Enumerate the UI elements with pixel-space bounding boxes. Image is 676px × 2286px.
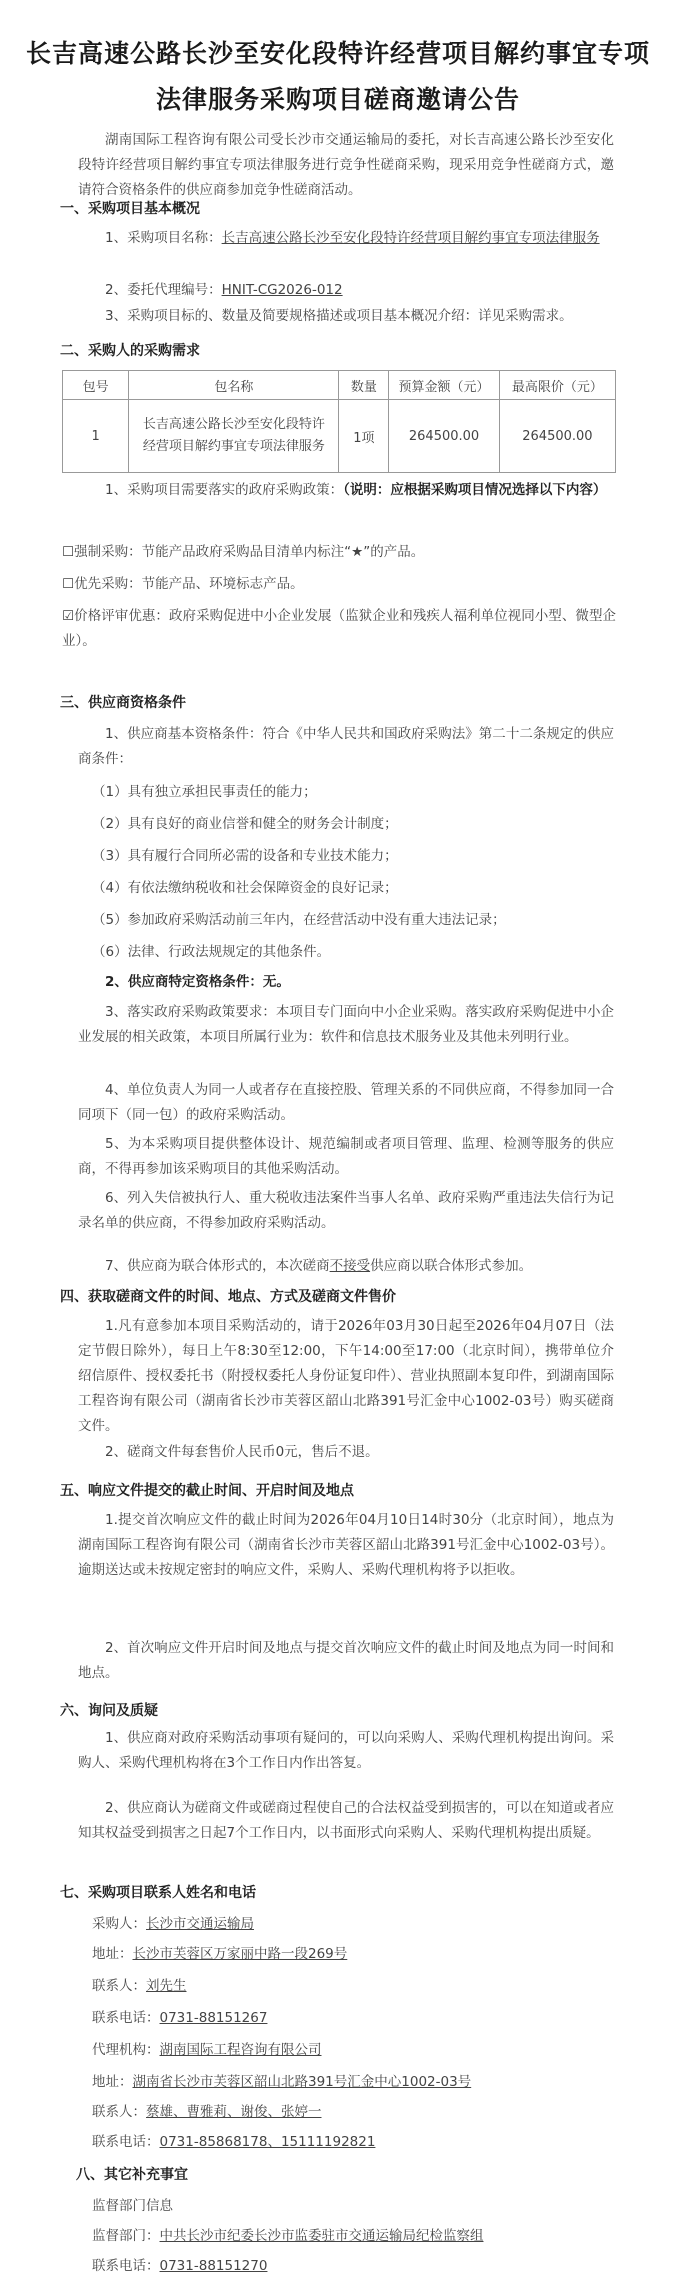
budget-cell: 264500.00 (389, 400, 500, 473)
agent-address-value: 湖南省长沙市芙蓉区韶山北路391号汇金中心1002-03号 (132, 2074, 472, 2090)
agent-label: 代理机构： (92, 2042, 160, 2058)
table-header-cell: 包号 (63, 371, 129, 400)
qualification-item: （4）有依法缴纳税收和社会保障资金的良好记录； (92, 880, 398, 896)
buyer-phone-line (92, 2006, 646, 2031)
section2-heading: 二、采购人的采购需求 (60, 343, 200, 359)
policy-item-priority: ☐优先采购：节能产品、环境标志产品。 (62, 576, 304, 592)
table-header-cell: 最高限价（元） (499, 371, 615, 400)
agent-address-label: 地址： (92, 2074, 133, 2090)
max-price-cell: 264500.00 (499, 400, 615, 473)
buyer-contact-line (92, 1974, 646, 1999)
agent-phone-label: 联系电话： (92, 2134, 160, 2150)
project-name-value: 长吉高速公路长沙至安化段特许经营项目解约事宜专项法律服务 (221, 230, 600, 246)
obtain-documents-paragraph: 1.凡有意参加本项目采购活动的，请于2026年03月30日起至2026年04月07日（法定节假日除外），每日上午8:30至12:00，下午14:00至17:00（北京时间），携带单位介绍信原件、授权委托书（附授权委托人身份证复印件）、营业执照副本复印件，到湖南国际工程咨询有限公司（湖南省长沙市芙蓉区韶山北路391号汇金中心1002-03号）购买磋商文件。 (78, 1318, 614, 1434)
section3-heading: 三、供应商资格条件 (60, 695, 186, 711)
document-price-line: 2、磋商文件每套售价人民币0元，售后不退。 (105, 1444, 379, 1460)
buyer-contact-label: 联系人： (92, 1978, 146, 1994)
agent-phone-value: 0731-85868178、15111192821 (159, 2134, 376, 2150)
dishonest-list-paragraph: 6、列入失信被执行人、重大税收违法案件当事人名单、政府采购严重违法失信行为记录名单的供应商，不得参加政府采购活动。 (78, 1190, 614, 1231)
buyer-label: 采购人： (92, 1916, 146, 1932)
qualification-item: （1）具有独立承担民事责任的能力； (92, 784, 317, 800)
agent-line (92, 2038, 646, 2063)
supervision-dept-label: 监督部门： (92, 2228, 160, 2244)
policy-requirement-paragraph: 3、落实政府采购政策要求：本项目专门面向中小企业采购。落实政府采购促进中小企业发展的相关政策，本项目所属行业为：软件和信息技术服务业及其他未列明行业。 (78, 1004, 614, 1045)
agent-address-line (92, 2070, 646, 2095)
buyer-address-line (92, 1942, 646, 1967)
project-name-label: 1、采购项目名称： (105, 230, 222, 246)
opening-paragraph: 2、首次响应文件开启时间及地点与提交首次响应文件的截止时间及地点为同一时间和地点。 (78, 1640, 614, 1681)
supervision-phone-value: 0731-88151270 (159, 2258, 268, 2274)
qualification-item: （5）参加政府采购活动前三年内，在经营活动中没有重大违法记录； (92, 912, 506, 928)
policy-note: （说明：应根据采购项目情况选择以下内容） (343, 482, 607, 498)
consortium-pre: 7、供应商为联合体形式的，本次磋商 (105, 1258, 330, 1274)
announcement-title-line1: 长吉高速公路长沙至安化段特许经营项目解约事宜专项 (25, 39, 650, 68)
package-name-cell: 长吉高速公路长沙至安化段特许经营项目解约事宜专项法律服务 (129, 400, 339, 473)
table-row (63, 400, 616, 473)
agency-code-value: HNIT-CG2026-012 (221, 282, 343, 298)
special-qualification: 2、供应商特定资格条件：无。 (105, 974, 290, 990)
table-header-cell: 数量 (339, 371, 389, 400)
controlling-relation-paragraph: 4、单位负责人为同一人或者存在直接控股、管理关系的不同供应商，不得参加同一合同项下（同一包）的政府采购活动。 (78, 1082, 614, 1123)
basic-qualification: 1、供应商基本资格条件：符合《中华人民共和国政府采购法》第二十二条规定的供应商条件： (78, 726, 614, 767)
policy-intro-label: 1、采购项目需要落实的政府采购政策： (105, 482, 344, 498)
consortium-value: 不接受 (329, 1258, 371, 1274)
section5-heading: 五、响应文件提交的截止时间、开启时间及地点 (60, 1483, 354, 1499)
announcement-title-line2: 法律服务采购项目磋商邀请公告 (155, 85, 520, 114)
buyer-address-label: 地址： (92, 1946, 133, 1962)
requirement-table (62, 370, 616, 473)
agent-contact-line (92, 2100, 646, 2125)
supervision-subheading: 监督部门信息 (92, 2198, 173, 2214)
table-header-cell: 包名称 (129, 371, 339, 400)
section7-heading: 七、采购项目联系人姓名和电话 (60, 1885, 256, 1901)
agency-code-line (78, 278, 632, 303)
buyer-phone-label: 联系电话： (92, 2010, 160, 2026)
agent-contact-label: 联系人： (92, 2104, 146, 2120)
consortium-post: 供应商以联合体形式参加。 (370, 1258, 533, 1274)
qualification-item: （2）具有良好的商业信誉和健全的财务会计制度； (92, 816, 398, 832)
agent-phone-line (92, 2130, 646, 2155)
scope-line: 3、采购项目标的、数量及简要规格描述或项目基本概况介绍：详见采购需求。 (105, 308, 573, 324)
consortium-line (78, 1254, 632, 1279)
table-header-cell: 预算金额（元） (389, 371, 500, 400)
deadline-paragraph: 1.提交首次响应文件的截止时间为2026年04月10日14时30分（北京时间），地点为湖南国际工程咨询有限公司（湖南省长沙市芙蓉区韶山北路391号汇金中心1002-03号）。逾期送达或未按规定密封的响应文件，采购人、采购代理机构将予以拒收。 (78, 1512, 614, 1578)
section1-heading: 一、采购项目基本概况 (60, 201, 200, 217)
supervision-phone-line (92, 2254, 646, 2279)
buyer-line (92, 1912, 646, 1937)
section4-heading: 四、获取磋商文件的时间、地点、方式及磋商文件售价 (60, 1289, 396, 1305)
table-header-row (63, 371, 616, 400)
section8-heading: 八、其它补充事宜 (76, 2167, 188, 2183)
buyer-phone-value: 0731-88151267 (159, 2010, 268, 2026)
supervision-dept-line (92, 2224, 646, 2249)
buyer-value: 长沙市交通运输局 (146, 1916, 254, 1932)
policy-item-price-preference: ☑价格评审优惠：政府采购促进中小企业发展（监狱企业和残疾人福利单位视同小型、微型企业）。 (62, 608, 616, 649)
section6-heading: 六、询问及质疑 (60, 1703, 158, 1719)
policy-intro (78, 478, 614, 503)
quantity-cell: 1项 (339, 400, 389, 473)
agency-code-label: 2、委托代理编号： (105, 282, 222, 298)
design-service-paragraph: 5、为本采购项目提供整体设计、规范编制或者项目管理、监理、检测等服务的供应商，不得再参加该采购项目的其他采购活动。 (78, 1136, 614, 1177)
supervision-dept-value: 中共长沙市纪委长沙市监委驻市交通运输局纪检监察组 (159, 2228, 484, 2244)
inquiry-paragraph: 1、供应商对政府采购活动事项有疑问的，可以向采购人、采购代理机构提出询问。采购人、采购代理机构将在3个工作日内作出答复。 (78, 1730, 614, 1771)
agent-value: 湖南国际工程咨询有限公司 (159, 2042, 322, 2058)
project-name-line (78, 226, 614, 251)
qualification-item: （3）具有履行合同所必需的设备和专业技术能力； (92, 848, 398, 864)
supervision-phone-label: 联系电话： (92, 2258, 160, 2274)
intro-paragraph: 湖南国际工程咨询有限公司受长沙市交通运输局的委托，对长吉高速公路长沙至安化段特许经营项目解约事宜专项法律服务进行竞争性磋商采购，现采用竞争性磋商方式，邀请符合资格条件的供应商参加竞争性磋商活动。 (78, 132, 614, 198)
buyer-contact-value: 刘先生 (146, 1978, 187, 1994)
qualification-item: （6）法律、行政法规规定的其他条件。 (92, 944, 331, 960)
package-no-cell: 1 (63, 400, 129, 473)
challenge-paragraph: 2、供应商认为磋商文件或磋商过程使自己的合法权益受到损害的，可以在知道或者应知其权益受到损害之日起7个工作日内，以书面形式向采购人、采购代理机构提出质疑。 (78, 1800, 614, 1841)
buyer-address-value: 长沙市芙蓉区万家丽中路一段269号 (132, 1946, 348, 1962)
policy-item-mandatory: ☐强制采购：节能产品政府采购品目清单内标注“★”的产品。 (62, 544, 425, 560)
agent-contact-value: 蔡雄、曹雅莉、谢俊、张婷一 (146, 2104, 322, 2120)
